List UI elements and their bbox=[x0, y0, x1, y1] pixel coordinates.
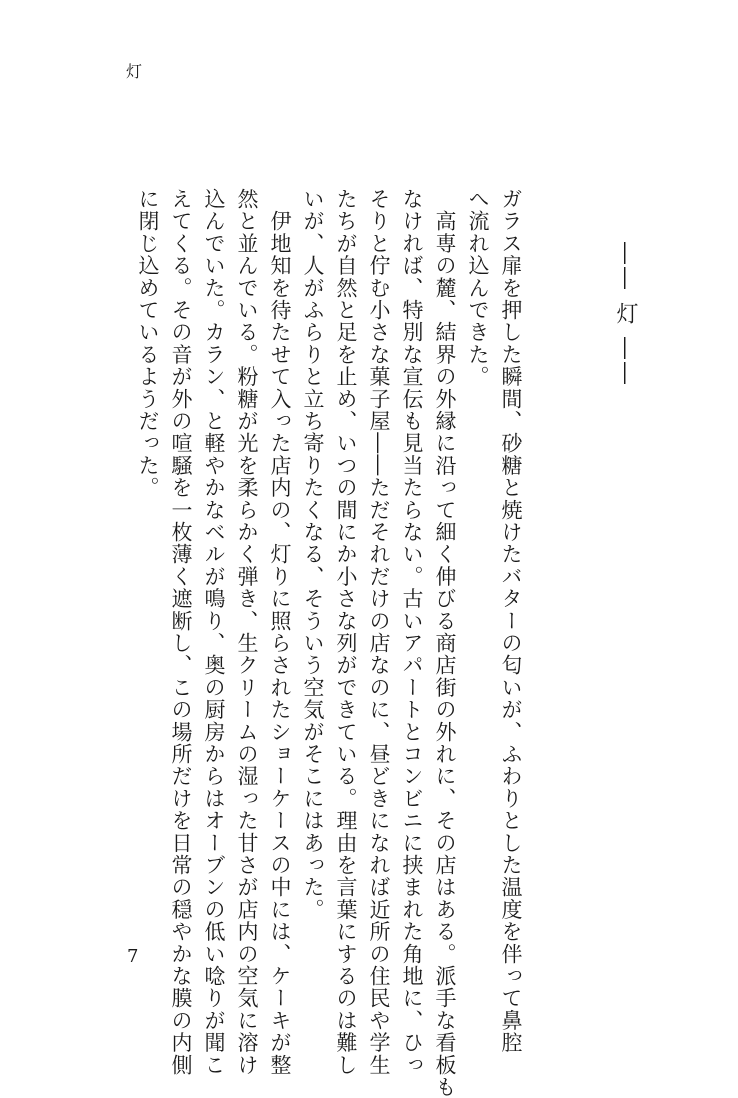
text-line: たちが自然と足を止め、いつの間にか小さな列ができている。理由を言葉にするのは難し bbox=[334, 188, 358, 1076]
running-head: 灯 bbox=[126, 62, 143, 81]
text-line: なければ、特別な宣伝も見当たらない。古いアパートとコンビニに挟まれた角地に、ひっ bbox=[400, 188, 424, 1076]
page-number: 7 bbox=[127, 946, 139, 967]
text-line: 高専の麓、結界の外縁に沿って細く伸びる商店街の外れに、その店はある。派手な看板も bbox=[433, 188, 457, 1098]
text-line: いが、人がふらりと立ち寄りたくなる、そういう空気がそこにはあった。 bbox=[301, 188, 325, 921]
text-line: 然と並んでいる。粉糖が光を柔らかく弾き、生クリームの湿った甘さが店内の空気に溶け bbox=[235, 188, 259, 1076]
chapter-title: ―― 灯 ―― bbox=[613, 242, 638, 387]
text-line: 込んでいた。カラン、と軽やかなベルが鳴り、奥の厨房からはオーブンの低い唸りが聞こ bbox=[202, 188, 226, 1076]
text-line: そりと佇む小さな菓子屋――ただそれだけの店なのに、昼どきになれば近所の住民や学生 bbox=[367, 188, 391, 1076]
body-text bbox=[131, 188, 642, 1098]
text-line: へ流れ込んできた。 bbox=[466, 188, 490, 388]
text-line: えてくる。その音が外の喧騒を一枚薄く遮断し、この場所だけを日常の穏やかな膜の内側 bbox=[169, 188, 193, 1076]
text-line: 伊地知を待たせて入った店内の、灯りに照らされたショーケースの中には、ケーキが整 bbox=[268, 188, 292, 1076]
text-line: ガラス扉を押した瞬間、砂糖と焼けたバターの匂いが、ふわりとした温度を伴って鼻腔 bbox=[499, 188, 523, 1054]
text-line: に閉じ込めているようだった。 bbox=[136, 188, 160, 499]
